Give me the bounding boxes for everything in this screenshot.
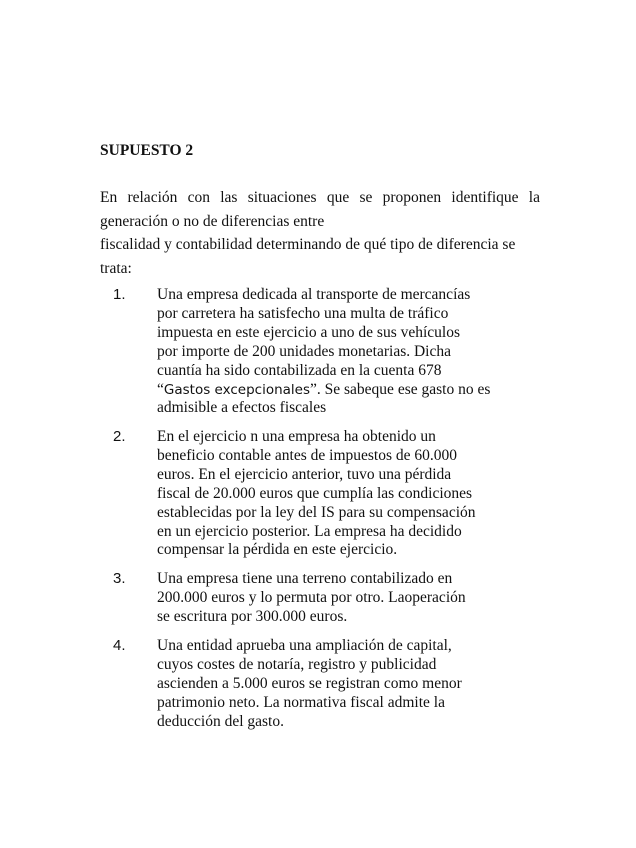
intro-line: trata: xyxy=(100,259,132,277)
text-line: ascienden a 5.000 euros se registran como menor xyxy=(157,674,462,692)
text-line: admisible a efectos fiscales xyxy=(157,399,327,417)
text-line: en un ejercicio posterior. La empresa ha decidido xyxy=(157,522,462,540)
text-line: fiscal de 20.000 euros que cumplía las condiciones xyxy=(157,484,473,502)
text-line: establecidas por la ley del IS para su compensación xyxy=(157,503,476,521)
list-item-number: 1. xyxy=(113,286,126,303)
list-item-text xyxy=(157,286,527,418)
text-line: por carretera ha satisfecho una multa de tráfico xyxy=(157,304,449,322)
quote-close: ”. Se sabeque ese gasto no es xyxy=(310,380,491,398)
text-line: deducción del gasto. xyxy=(157,712,284,730)
list-item-text xyxy=(157,570,527,627)
text-line: compensar la pérdida en este ejercicio. xyxy=(157,541,398,559)
text-line: beneficio contable antes de impuestos de 60.000 xyxy=(157,446,458,464)
intro-line: fiscalidad y contabilidad determinando de qué tipo de diferencia se xyxy=(100,236,516,253)
exercise-heading: SUPUESTO 2 xyxy=(100,142,194,159)
intro-line: generación o no de diferencias entre xyxy=(100,212,325,230)
text-line: se escritura por 300.000 euros. xyxy=(157,607,348,625)
text-line: por importe de 200 unidades monetarias. Dicha xyxy=(157,342,451,360)
text-line: Una empresa dedicada al transporte de mercancías xyxy=(157,286,471,303)
list-item-text xyxy=(157,637,527,732)
list-item-number: 4. xyxy=(113,637,126,654)
list-item-number: 2. xyxy=(113,428,126,445)
text-line: euros. En el ejercicio anterior, tuvo una pérdida xyxy=(157,465,452,483)
quoted-account-name: Gastos excepcionales xyxy=(163,381,311,398)
intro-paragraph xyxy=(100,186,540,280)
text-line: 200.000 euros y lo permuta por otro. Laoperación xyxy=(157,588,466,606)
text-line: patrimonio neto. La normativa fiscal admite la xyxy=(157,693,445,711)
text-line: cuyos costes de notaría, registro y publicidad xyxy=(157,655,437,673)
list-item-number: 3. xyxy=(113,570,126,587)
intro-line: En relación con las situaciones que se proponen identifique la xyxy=(100,189,540,206)
list-item-text xyxy=(157,428,527,560)
text-line: Una empresa tiene una terreno contabilizado en xyxy=(157,570,453,587)
text-line: Una entidad aprueba una ampliación de capital, xyxy=(157,637,452,654)
text-line: cuantía ha sido contabilizada en la cuenta 678 xyxy=(157,361,442,379)
text-line-quote xyxy=(157,381,527,400)
text-line: En el ejercicio n una empresa ha obtenido un xyxy=(157,428,436,445)
quote-open: “ xyxy=(157,380,164,398)
text-line: impuesta en este ejercicio a uno de sus vehículos xyxy=(157,323,461,341)
